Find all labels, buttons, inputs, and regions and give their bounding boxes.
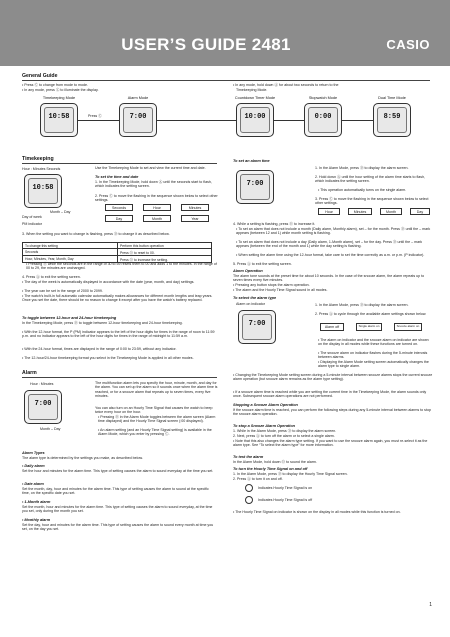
set-alarm-step-2: 2. Hold down Ⓐ until the hour setting of the alarm time starts to flash, which indicates the setting screen. — [315, 175, 426, 184]
watch-countdown: 10:00 — [236, 103, 274, 137]
hourly-signal-step-2: 2. Press Ⓐ to turn it on and off. — [233, 477, 283, 481]
timekeeping-heading: Timekeeping — [22, 156, 54, 162]
select-type-step-2: 2. Press Ⓐ to cycle through the available alarm settings shown below. — [315, 312, 427, 316]
select-alarm-type-subheading: To select the alarm type — [233, 296, 277, 300]
label-alarm-hour-minutes: Hour : Minutes — [30, 382, 54, 386]
seq-day: Day — [105, 215, 133, 222]
label-month-day: Month – Day — [50, 210, 71, 214]
select-type-note-2: • The snooze alarm on indicator flashes during the 5-minute intervals between alarms. — [318, 351, 428, 360]
alarm-intro-4: • An alarm setting (and an Hourly Time Signal setting) is available in the Alarm Mode, which you enter by pressing Ⓒ. — [98, 428, 212, 437]
alarm-heading: Alarm — [22, 370, 37, 376]
seq-minutes: Minutes — [181, 204, 209, 211]
select-type-step-1: 1. In the Alarm Mode, press Ⓓ to display the alarm screen. — [315, 303, 409, 307]
stop-snooze-step-1: 1. While in the Alarm Mode, press Ⓓ to display the alarm screen. — [233, 429, 337, 433]
arrow-line — [157, 120, 236, 121]
date-alarm-text: Set the month, day, hour and minutes for the alarm time. This type of setting causes the alarm to sound at the specific time, on the specific date you set. — [22, 487, 209, 496]
alarm-operation-heading: Alarm Operation — [233, 269, 263, 273]
label-day-of-week: Day of week — [22, 215, 42, 219]
label-alarm-on-indicator: Alarm on indicator — [236, 302, 265, 306]
monthly-alarm-heading: • Monthly alarm — [22, 518, 51, 522]
general-guide-heading: General Guide — [22, 73, 58, 79]
signal-off-text: Indicates Hourly Time Signal is off — [258, 498, 313, 502]
toggle-12-24-subheading: To toggle between 12-hour and 24-hour timekeeping — [22, 316, 117, 320]
watch-alarm-detail: 7:00 — [24, 390, 62, 424]
date-alarm-heading: • Date alarm — [22, 482, 44, 486]
test-alarm-subheading: To test the alarm — [233, 455, 264, 459]
general-bullet-2: • In any mode, press Ⓛ to illuminate the display. — [22, 88, 99, 92]
mode-label-alarm: Alarm Mode — [127, 96, 149, 100]
watch-timekeeping-detail: 10:58 — [24, 174, 62, 208]
timekeeping-note-4: • The watch’s built-in full automatic calendar automatically makes allowances for different month lengths and leap years. Once you set the date, there should be no reason to change it except after you have the watch’s battery replaced. — [22, 294, 213, 303]
seq-year: Year — [181, 215, 209, 222]
alarm-intro-3: • Pressing Ⓓ in the Alarm Mode toggles between the alarm screen (Alarm time displayed) and the Hourly Time Signal screen (:00 displayed). — [98, 415, 216, 424]
toggle-text-3: • With the 24-hour format, times are displayed in the range of 0:00 to 23:59, without any indicator. — [22, 347, 177, 351]
set-alarm-step-4b: • To set an alarm that does not include a day (Daily alarm, 1-Month alarm), set – for the day. Press Ⓓ until the – mark appears (between the end of the month and 1) while the day setting is flashing. — [236, 240, 423, 249]
select-type-note-3: • Displaying the Alarm Mode setting screen automatically changes the alarm type to single alarm. — [318, 360, 429, 369]
mode-label-countdown: Countdown Timer Mode — [234, 96, 276, 100]
stop-snooze-heading: Stopping a Snooze Alarm Operation — [233, 403, 298, 407]
label-hour-minutes: Hour : Minutes Seconds — [22, 167, 61, 171]
timekeeping-intro: Use the Timekeeping Mode to set and view the current time and date. — [95, 166, 206, 170]
set-alarm-subheading: To set an alarm time — [233, 159, 270, 163]
cycle-snooze-alarm-on: Snooze alarm on — [394, 323, 422, 331]
hourly-signal-note: • The Hourly Time Signal on indicator is shown on the display in all modes while this function is turned on. — [233, 510, 401, 514]
table-row — [23, 249, 212, 256]
set-time-subheading: To set the time and date — [95, 175, 139, 179]
mode-label-timekeeping: Timekeeping Mode — [42, 96, 76, 100]
hourly-signal-step-1: 1. In the Alarm Mode, press Ⓓ to display the Hourly Time Signal screen. — [233, 472, 348, 476]
daily-alarm-text: Set the hour and minutes for the alarm time. This type of setting causes the alarm to sound everyday at the time you set. — [22, 469, 214, 473]
alarm-seq-day: Day — [410, 208, 430, 215]
select-type-note-5: • If a snooze alarm time is reached while you are setting the current time in the Timekeeping Mode, the alarm sounds only once. Subsequent snooze alarm operations are not performed. — [233, 390, 427, 399]
timekeeping-note-3: • The year can be set in the range of 2000 to 2099. — [22, 289, 103, 293]
table-cell: Hour, Minutes, Year, Month, Day — [23, 256, 118, 263]
label-alarm-month-day: Month – Day — [40, 427, 61, 431]
alarm-seq-hour: Hour — [318, 208, 340, 215]
watch-stopwatch: 0:00 — [304, 103, 342, 137]
table-cell: To change this setting — [23, 243, 118, 249]
arrow-line — [274, 120, 304, 121]
signal-on-text: Indicates Hourly Time Signal is on — [258, 486, 313, 490]
one-month-alarm-heading: • 1-Month alarm — [22, 500, 51, 504]
page-number: 1 — [429, 602, 432, 608]
signal-off-icon — [245, 496, 253, 504]
timekeeping-step-1: 1. In the Timekeeping Mode, hold down Ⓐ until the seconds start to flash, which indicates the setting screen. — [95, 180, 212, 189]
alarm-intro-2: You can also turn on an Hourly Time Signal that causes the watch to beep twice every hour on the hour. — [95, 406, 213, 415]
stop-snooze-subheading: To stop a Snooze Alarm Operation — [233, 424, 295, 428]
table-cell: Press Ⓓ to increase the setting. — [117, 256, 211, 263]
table-cell: Press Ⓓ to reset to 00. — [117, 249, 211, 256]
alarm-seq-minutes: Minutes — [348, 208, 372, 215]
set-alarm-step-4c: • When setting the alarm time using the 12-hour format, take care to set the time correctly as a.m. or p.m. (P indicator). — [236, 253, 425, 257]
watch-alarm: 7:00 — [119, 103, 157, 137]
timekeeping-step-2: 2. Press Ⓒ to move the flashing in the sequence shown below to select other settings. — [95, 194, 218, 203]
header-banner — [0, 0, 450, 66]
alarm-types-text: The alarm type is determined by the settings you make, as described below. — [22, 456, 143, 460]
general-bullet-1: • Press Ⓒ to change from mode to mode. — [22, 83, 88, 87]
set-alarm-step-1: 1. In the Alarm Mode, press Ⓓ to display the alarm screen. — [315, 166, 409, 170]
mode-label-stopwatch: Stopwatch Mode — [308, 96, 338, 100]
alarm-seq-month: Month — [380, 208, 402, 215]
timekeeping-note-2: • The day of the week is automatically displayed in accordance with the date (year, month, and day) settings. — [22, 280, 195, 284]
hourly-signal-subheading: To turn the Hourly Time Signal on and off — [233, 467, 308, 471]
casio-logo: CASIO — [386, 37, 430, 52]
monthly-alarm-text: Set the day, hour and minutes for the alarm time. This type of setting causes the alarm to sound every month at time you set, on the day you set. — [22, 523, 214, 532]
signal-on-icon — [245, 484, 253, 492]
arrow-line — [342, 120, 373, 121]
alarm-operation-note-1: • Pressing any button stops the alarm operation. — [233, 283, 310, 287]
one-month-alarm-text: Set the month, hour and minutes for the alarm time. This type of setting causes the alarm to sound everyday, at the time you set, only during the month you set. — [22, 505, 213, 514]
press-c-label: Press Ⓒ — [88, 114, 102, 118]
alarm-types-heading: Alarm Types — [22, 451, 45, 455]
divider — [22, 163, 217, 164]
cycle-single-alarm-on: Single alarm on — [356, 323, 382, 331]
stop-snooze-text: If the snooze alarm time is reached, you can perform the following steps during any 5-minute interval between alarms to stop the snooze alarm operation. — [233, 408, 431, 417]
stop-snooze-step-2: 2. Next, press Ⓐ to turn off the alarm or to select a single alarm. — [233, 434, 335, 438]
set-alarm-step-4: 4. While a setting is flashing, press Ⓓ to increase it. — [233, 222, 316, 226]
test-alarm-text: In the Alarm Mode, hold down Ⓓ to sound the alarm. — [233, 460, 317, 464]
arrow-line — [78, 120, 119, 121]
seq-month: Month — [143, 215, 171, 222]
table-cell: Perform this button operation — [117, 243, 211, 249]
label-pm-indicator: PM indicator — [22, 222, 42, 226]
timekeeping-step-3: 3. When the setting you want to change is flashing, press Ⓓ to change it as described below. — [22, 232, 170, 236]
toggle-text-4: • The 12-hour/24-hour timekeeping format you select in the Timekeeping Mode is applied in all other modes. — [22, 356, 194, 360]
divider — [22, 377, 217, 378]
set-alarm-step-3: 3. Press Ⓒ to move the flashing in the sequence shown below to select other settings. — [315, 197, 429, 206]
general-bullet-3: • In any mode, hold down Ⓐ for about two seconds to return to the — [233, 83, 339, 87]
settings-table — [22, 242, 212, 263]
cycle-alarm-off: Alarm off — [320, 323, 344, 331]
set-alarm-step-2-note: • This operation automatically turns on the single alarm. — [318, 188, 407, 192]
timekeeping-note-1: • Pressing Ⓓ while the seconds are in the range of 30 to 59 resets them to 00 and adds 1 to the minutes. In the range of 00 to 29, the minutes are unchanged. — [26, 262, 217, 271]
set-alarm-step-4a: • To set an alarm that does not include a month (Daily alarm, Monthly alarm), set – for the month. Press Ⓓ until the – mark appears (between 12 and 1) while month setting is flashing. — [236, 227, 431, 236]
general-bullet-3b: Timekeeping Mode. — [236, 88, 268, 92]
divider — [22, 80, 430, 81]
timekeeping-step-4: 4. Press Ⓐ to exit the setting screen. — [22, 275, 81, 279]
alarm-operation-text: The alarm tone sounds at the preset time for about 10 seconds. In the case of the snooze alarm, the alarm repeats up to seven times every five minutes. — [233, 274, 425, 283]
watch-timekeeping: 10:58 — [40, 103, 78, 137]
select-type-note-1: • The alarm on indicator and the snooze alarm on indicator are shown on the display in all modes while these functions are turned on. — [318, 338, 429, 347]
seq-hour: Hour — [143, 204, 171, 211]
toggle-text-1: In the Timekeeping Mode, press Ⓓ to toggle between 12-hour timekeeping and 24-hour timekeeping. — [22, 321, 183, 325]
mode-label-dual-time: Dual Time Mode — [378, 96, 406, 100]
stop-snooze-note: • Note that this also changes the alarm type setting. If you want to use the snooze alarm again, you must re-select it as the alarm type. See “To select the alarm type” for more information. — [233, 439, 428, 448]
table-cell: Seconds — [23, 249, 118, 256]
set-alarm-step-5: 5. Press Ⓐ to exit the setting screen. — [233, 262, 292, 266]
watch-alarm-type: 7:00 — [238, 310, 276, 344]
toggle-text-2: • With the 12-hour format, the P (PM) indicator appears to the left of the hour digits for times in the range of noon to 11:59 p.m. and no indicator appears to the left of the hour digits for times in the range of midnight to 11:59 a.m. — [22, 330, 215, 339]
watch-dual-time: 8:59 — [373, 103, 411, 137]
select-type-note-4: • Changing the Timekeeping Mode setting screen during a 5-minute interval between snooze alarms stops the current snooze alarm operation (but snooze alarm remains as the alarm type setting). — [233, 373, 433, 382]
watch-set-alarm: 7:00 — [236, 170, 274, 204]
alarm-intro: The multifunction alarm lets you specify the hour, minute, month, and day for the alarm. You can set up the alarm so it sounds once when the alarm time is reached, or for a snooze alarm that repeats up to seven times, every five minutes. — [95, 381, 218, 399]
daily-alarm-heading: • Daily alarm — [22, 464, 45, 468]
seq-seconds: Seconds — [105, 204, 133, 211]
page-title: USER’S GUIDE 2481 — [121, 35, 291, 54]
alarm-operation-note-2: • The alarm and the Hourly Time Signal sound in all modes. — [233, 288, 328, 292]
